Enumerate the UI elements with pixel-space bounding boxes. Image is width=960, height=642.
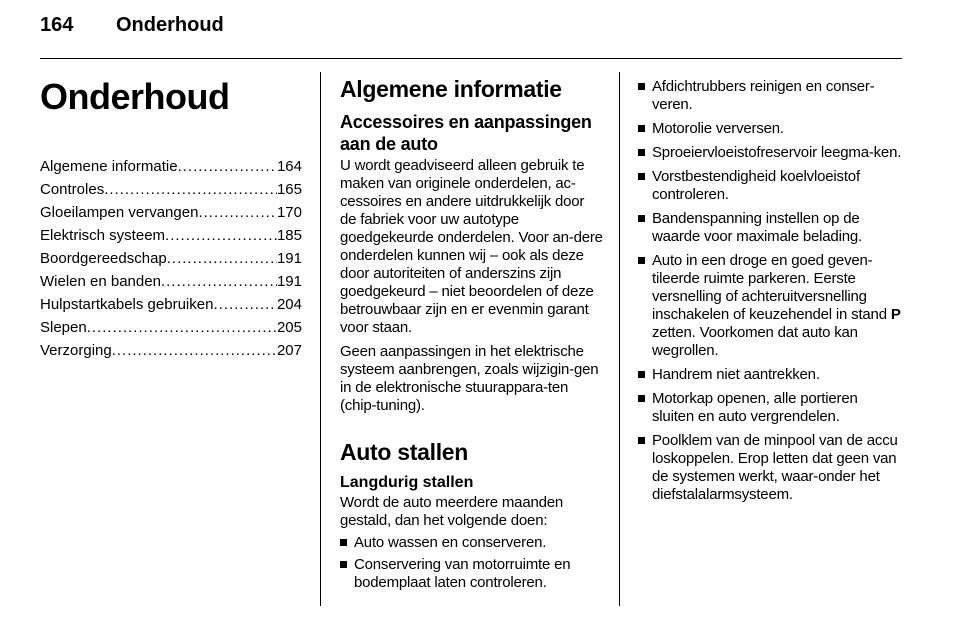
toc-leader [178,158,277,175]
table-of-contents [40,158,302,365]
gear-position-p: P [890,306,901,323]
square-bullet-icon [638,371,645,378]
toc-leader [104,181,277,198]
list-item-text: Vorstbestendigheid koelvloeistof controleren. [652,168,860,203]
list-item-text: Conservering van motorruimte en bodemplaat laten controleren. [354,556,571,591]
toc-item[interactable] [40,273,302,296]
list-item [638,78,902,114]
toc-leader [87,319,277,336]
list-item [638,210,902,246]
toc-label: Slepen [40,319,87,336]
toc-page: 191 [276,250,302,267]
toc-item[interactable] [40,296,302,319]
section-title-parking: Auto stallen [340,439,469,465]
toc-item[interactable] [40,204,302,227]
toc-item[interactable] [40,319,302,342]
toc-leader [213,296,277,313]
list-item [340,534,604,552]
toc-label: Boordgereedschap [40,250,167,267]
square-bullet-icon [638,173,645,180]
list-item-text: Afdichtrubbers reinigen en conser-veren. [652,78,875,113]
header-rule [40,58,902,59]
list-item-text: Auto wassen en conserveren. [354,534,547,551]
header-title: Onderhoud [116,14,224,36]
list-item-text: Auto in een droge en goed geven-tileerde ruimte parkeren. Eerste versnelling of achteruitversnelling inschakelen of keuzehendel in stand P zetten. Voorkomen dat auto kan wegrollen. [652,252,901,359]
list-item-text: Motorkap openen, alle portieren sluiten en auto vergrendelen. [652,390,858,425]
section-title-general: Algemene informatie [340,76,562,102]
list-item-text: Poolklem van de minpool van de accu loskoppelen. Erop letten dat geen van de systemen werkt, waar-onder het diefstalalarmsysteem. [652,432,898,503]
list-item [638,432,902,504]
toc-leader [165,227,277,244]
list-item [638,366,902,384]
toc-page: 164 [276,158,302,175]
toc-item[interactable] [40,227,302,250]
toc-label: Hulpstartkabels gebruiken [40,296,214,313]
page-number: 164 [40,14,74,36]
column-divider [320,72,321,606]
column-general-info [340,72,604,592]
list-item [638,144,902,162]
toc-page: 207 [276,342,302,359]
column-toc [40,72,302,365]
column-storage-steps [638,72,902,504]
square-bullet-icon [638,257,645,264]
square-bullet-icon [638,437,645,444]
bullet-list [340,534,604,592]
square-bullet-icon [340,561,347,568]
toc-page: 191 [276,273,302,290]
toc-leader [112,342,277,359]
square-bullet-icon [638,395,645,402]
list-item [340,556,604,592]
toc-page: 165 [276,181,302,198]
toc-item[interactable] [40,250,302,273]
paragraph-accessories: U wordt geadviseerd alleen gebruik te maken van originele onderdelen, ac-cessoires en andere uitdrukkelijk door de fabriek voor uw autotype goedgekeurde onderdelen. Voor an-dere onderdelen kunnen wij – ook als deze door autoriteiten of anderszins zijn goedgekeurd – niet beoordelen of deze betrouwbaar zijn en er evenmin garant voor staan. [340,157,603,336]
toc-label: Gloeilampen vervangen [40,204,199,221]
list-item [638,120,902,138]
toc-leader [198,204,277,221]
list-item [638,390,902,426]
toc-item[interactable] [40,342,302,365]
square-bullet-icon [638,149,645,156]
square-bullet-icon [638,83,645,90]
paragraph-electrical: Geen aanpassingen in het elektrische systeem aanbrengen, zoals wijzigin-gen in de elektronische stuurappara-ten (chip-tuning). [340,343,599,414]
toc-label: Verzorging [40,342,112,359]
toc-page: 185 [276,227,302,244]
toc-item[interactable] [40,158,302,181]
toc-leader [161,273,277,290]
toc-label: Elektrisch systeem [40,227,166,244]
subsection-title-accessories: Accessoires en aanpassingen aan de auto [340,112,592,154]
toc-leader [167,250,277,267]
list-item [638,252,902,360]
list-item-text: Motorolie verversen. [652,120,784,137]
column-divider [619,72,620,606]
toc-page: 204 [276,296,302,313]
paragraph-long-term-intro: Wordt de auto meerdere maanden gestald, dan het volgende doen: [340,494,564,529]
list-item-text: Sproeiervloeistofreservoir leegma-ken. [652,144,902,161]
toc-label: Wielen en banden [40,273,161,290]
toc-item[interactable] [40,181,302,204]
bullet-list [638,78,902,504]
list-item-text: Handrem niet aantrekken. [652,366,820,383]
list-item [638,168,902,204]
toc-page: 205 [276,319,302,336]
subsection-title-long-term: Langdurig stallen [340,474,474,491]
toc-label: Algemene informatie [40,158,178,175]
list-item-text: Bandenspanning instellen op de waarde voor maximale belading. [652,210,862,245]
toc-label: Controles [40,181,105,198]
square-bullet-icon [638,125,645,132]
toc-page: 170 [276,204,302,221]
square-bullet-icon [638,215,645,222]
chapter-title: Onderhoud [40,76,230,117]
square-bullet-icon [340,539,347,546]
